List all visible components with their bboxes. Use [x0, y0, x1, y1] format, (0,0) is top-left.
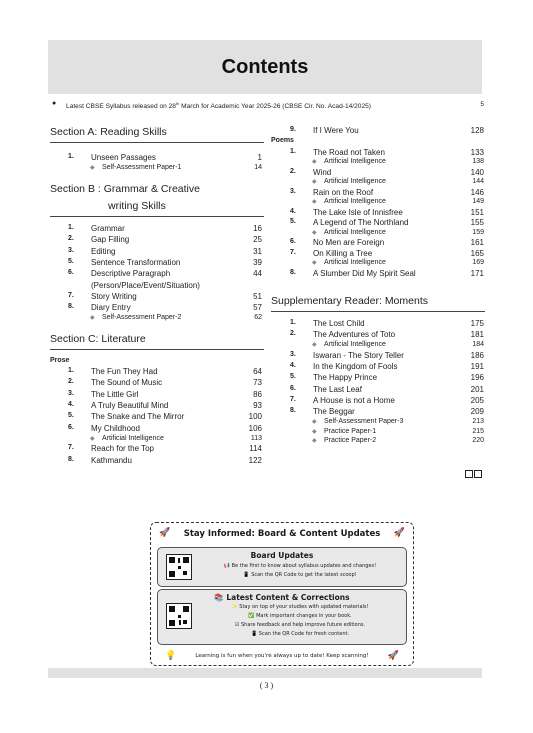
diamond-icon: ◆: [90, 315, 95, 322]
item-label: The Sound of Music: [91, 378, 163, 388]
item-page: 100: [248, 412, 262, 422]
rocket-icon: 🚀: [159, 527, 171, 537]
item-label: Artificial Intelligence: [324, 341, 386, 349]
rocket-icon: 🚀: [393, 527, 405, 537]
content-line-4: 📱 Scan the QR Code for fresh content.: [250, 631, 350, 637]
diamond-icon: ◆: [90, 435, 95, 442]
divider: [50, 349, 264, 350]
item-number: 6.: [290, 384, 296, 392]
toc-subitem[interactable]: [312, 418, 484, 427]
item-page: 184: [472, 341, 484, 349]
item-label: The Lost Child: [313, 319, 365, 328]
item-label: The Last Leaf: [313, 384, 362, 394]
item-page: 128: [470, 126, 484, 135]
toc-item[interactable]: [290, 126, 484, 136]
updates-box-title: Stay Informed: Board & Content Updates: [183, 529, 381, 539]
content-line-2: ✅ Mark important changes in your book.: [248, 613, 352, 619]
toc-item[interactable]: [68, 412, 262, 422]
toc-subitem[interactable]: [312, 158, 484, 167]
item-number: 1.: [290, 319, 296, 326]
item-page: 86: [253, 389, 262, 399]
diamond-icon: ◆: [312, 428, 317, 435]
item-page: 57: [253, 303, 262, 313]
item-page: 122: [248, 455, 262, 465]
toc-item[interactable]: [290, 396, 484, 406]
item-page: 201: [470, 384, 484, 394]
item-page: 209: [470, 406, 484, 416]
section-b-heading-line2: writing Skills: [108, 200, 166, 212]
item-number: 3.: [68, 389, 74, 397]
diamond-icon: ◆: [312, 438, 317, 445]
updates-footer: Learning is fun when you're always up to date! Keep scanning!: [195, 653, 369, 659]
item-label: Editing: [91, 246, 116, 256]
item-label: No Men are Foreign: [313, 238, 385, 248]
diamond-icon: ◆: [312, 159, 317, 166]
item-label: A Slumber Did My Spirit Seal: [313, 268, 416, 278]
toc-item[interactable]: [68, 378, 262, 388]
section-a-heading: Section A: Reading Skills: [50, 126, 167, 138]
item-number: 1.: [68, 224, 74, 231]
item-number: 5.: [68, 257, 74, 265]
item-page: 113: [250, 434, 262, 442]
item-number: 1.: [68, 367, 74, 374]
toc-subitem[interactable]: [312, 437, 484, 446]
item-label: Artificial Intelligence: [324, 198, 386, 206]
toc-item[interactable]: [290, 188, 484, 198]
toc-item[interactable]: [68, 235, 262, 245]
item-label: Story Writing: [91, 291, 137, 301]
item-label: The Happy Prince: [313, 373, 378, 383]
item-label: Wind: [313, 168, 332, 177]
item-number: 4.: [290, 208, 296, 215]
item-number: 6.: [68, 269, 74, 277]
item-page: 220: [472, 437, 484, 445]
notice-text: Latest CBSE Syllabus released on 28th March for Academic Year 2025-26 (CBSE Cir. No. Acad-14/2025): [66, 101, 371, 111]
board-line-1: 📢 Be the first to know about syllabus updates and changes!: [223, 563, 377, 569]
item-number: 5.: [290, 218, 296, 226]
item-page: 196: [470, 373, 484, 383]
diamond-icon: ◆: [312, 199, 317, 206]
item-label: Reach for the Top: [91, 444, 155, 454]
item-number: 3.: [68, 246, 74, 254]
item-page: 181: [470, 330, 484, 340]
page-title: Contents: [221, 56, 309, 78]
divider: [271, 311, 485, 312]
supplementary-heading: Supplementary Reader: Moments: [271, 295, 428, 307]
toc-item[interactable]: [68, 153, 262, 163]
item-page: 39: [253, 257, 262, 267]
item-page: 161: [470, 238, 484, 248]
item-page: 1: [257, 153, 262, 162]
toc-item[interactable]: [290, 385, 484, 395]
item-page: 93: [253, 400, 262, 410]
toc-item[interactable]: [290, 330, 484, 340]
item-page: 146: [470, 188, 484, 197]
item-number: 3.: [290, 350, 296, 358]
item-label: Diary Entry: [91, 303, 131, 313]
toc-item[interactable]: [290, 373, 484, 383]
item-label: Rain on the Roof: [313, 188, 374, 197]
item-number: 2.: [290, 330, 296, 338]
footer-band: [48, 668, 482, 678]
board-updates-heading: Board Updates: [250, 551, 314, 560]
item-label: Descriptive Paragraph: [91, 269, 171, 279]
prose-subheading: Prose: [50, 357, 70, 364]
item-page: 169: [472, 259, 484, 267]
item-number: 6.: [290, 238, 296, 246]
square-icon: [465, 470, 473, 478]
item-page: 165: [470, 248, 484, 258]
item-number: 9.: [290, 126, 296, 133]
item-page: 73: [253, 378, 262, 388]
item-page: 144: [472, 178, 484, 186]
toc-item[interactable]: [68, 424, 262, 434]
item-number: 1.: [290, 148, 296, 155]
toc-item[interactable]: [68, 247, 262, 257]
content-line-1: ✨ Stay on top of your studies with updated materials!: [231, 604, 369, 610]
toc-item[interactable]: [290, 208, 484, 218]
divider: [50, 216, 264, 217]
toc-item[interactable]: [68, 390, 262, 400]
toc-item[interactable]: [290, 249, 484, 259]
toc-subitem[interactable]: [90, 164, 262, 173]
item-label: The Lake Isle of Innisfree: [313, 208, 403, 217]
toc-item[interactable]: [68, 456, 262, 466]
content-updates-heading: 📚 Latest Content & Corrections: [214, 593, 350, 602]
item-number: 2.: [68, 235, 74, 243]
item-label: The Snake and The Mirror: [91, 412, 185, 422]
toc-subitem[interactable]: [312, 229, 484, 238]
toc-item[interactable]: [68, 281, 262, 291]
item-label: Gap Filling: [91, 235, 130, 245]
toc-subitem[interactable]: [312, 259, 484, 268]
diamond-icon: ◆: [312, 260, 317, 267]
item-page: 205: [470, 395, 484, 405]
item-page: 140: [470, 168, 484, 177]
section-c-heading: Section C: Literature: [50, 333, 146, 345]
item-label: Practice Paper-1: [324, 427, 377, 435]
toc-item[interactable]: [290, 238, 484, 248]
lightbulb-icon: 💡: [165, 650, 177, 660]
item-number: 7.: [290, 248, 296, 256]
item-label: A Legend of The Northland: [313, 218, 409, 228]
toc-item[interactable]: [68, 401, 262, 411]
notice-page: 5: [480, 101, 484, 108]
page-number: ( 3 ): [259, 681, 274, 690]
item-label: Self-Assessment Paper-3: [324, 418, 404, 426]
item-label: The Fun They Had: [91, 367, 158, 376]
diamond-icon: ◆: [312, 179, 317, 186]
item-label: In the Kingdom of Fools: [313, 362, 398, 372]
square-icon: [474, 470, 482, 478]
item-page: 215: [472, 427, 484, 435]
item-page: 14: [254, 164, 262, 172]
toc-subitem[interactable]: [312, 178, 484, 187]
toc-item[interactable]: [68, 303, 262, 313]
qr-code-icon[interactable]: [166, 554, 192, 580]
item-page: 186: [470, 350, 484, 360]
item-page: 51: [253, 291, 262, 301]
item-label: A House is not a Home: [313, 395, 395, 405]
section-b-heading: Section B : Grammar & Creative: [50, 183, 200, 195]
item-label: My Childhood: [91, 423, 140, 433]
item-number: 2.: [68, 378, 74, 386]
board-line-2: 📱 Scan the QR Code to get the latest scoop!: [243, 572, 357, 578]
item-number: 5.: [290, 373, 296, 381]
content-updates-panel: [157, 589, 407, 645]
toc-item[interactable]: [68, 444, 262, 454]
board-updates-panel: [157, 547, 407, 587]
toc-subitem[interactable]: [312, 428, 484, 437]
item-page: 138: [472, 158, 484, 166]
item-number: 4.: [68, 400, 74, 408]
item-page: 16: [253, 224, 262, 233]
item-label: A Truly Beautiful Mind: [91, 400, 169, 410]
item-label: (Person/Place/Event/Situation): [91, 280, 200, 290]
toc-item[interactable]: [290, 269, 484, 279]
toc-subitem[interactable]: [90, 314, 262, 323]
item-page: 62: [254, 314, 262, 322]
item-label: The Adventures of Toto: [313, 330, 396, 340]
item-label: The Beggar: [313, 406, 355, 416]
item-label: Artificial Intelligence: [324, 259, 386, 267]
diamond-icon: ◆: [312, 419, 317, 426]
item-page: 133: [470, 148, 484, 157]
item-label: On Killing a Tree: [313, 248, 373, 258]
item-label: If I Were You: [313, 126, 359, 135]
toc-item[interactable]: [290, 351, 484, 361]
item-label: Grammar: [91, 224, 125, 233]
toc-item[interactable]: [290, 168, 484, 178]
item-number: 2.: [290, 168, 296, 175]
diamond-icon: ◆: [312, 342, 317, 349]
item-label: Self-Assessment Paper-2: [102, 314, 182, 322]
header-band: [48, 40, 482, 94]
toc-subitem[interactable]: [312, 198, 484, 207]
item-label: The Road not Taken: [313, 148, 385, 157]
diamond-icon: ◆: [312, 229, 317, 236]
toc-item[interactable]: [68, 258, 262, 268]
toc-subitem[interactable]: [90, 435, 262, 444]
item-page: 106: [248, 423, 262, 433]
item-label: The Little Girl: [91, 389, 139, 399]
content-line-3: ☑ Share feedback and help improve future editions.: [234, 622, 366, 628]
item-label: Kathmandu: [91, 455, 132, 465]
diamond-icon: ◆: [90, 165, 95, 172]
poems-subheading: Poems: [271, 137, 294, 144]
item-number: 4.: [290, 362, 296, 370]
item-number: 8.: [68, 303, 74, 311]
item-number: 3.: [290, 188, 296, 195]
item-page: 175: [470, 319, 484, 328]
item-number: 8.: [68, 455, 74, 463]
item-number: 7.: [68, 444, 74, 452]
syllabus-notice[interactable]: [52, 100, 484, 112]
item-number: 7.: [290, 395, 296, 403]
item-page: 64: [253, 367, 262, 376]
item-label: Self-Assessment Paper-1: [102, 164, 182, 172]
item-number: 6.: [68, 423, 74, 431]
toc-item[interactable]: [68, 367, 262, 377]
item-number: 8.: [290, 268, 296, 276]
updates-box: [150, 522, 414, 666]
toc-item[interactable]: [290, 218, 484, 228]
item-page: 31: [253, 246, 262, 256]
item-label: Iswaran - The Story Teller: [313, 350, 404, 360]
item-page: 151: [470, 208, 484, 217]
item-number: 8.: [290, 406, 296, 414]
item-page: 159: [472, 228, 484, 236]
item-label: Artificial Intelligence: [324, 158, 386, 166]
item-page: 114: [249, 444, 262, 454]
item-label: Artificial Intelligence: [324, 228, 386, 236]
item-page: 25: [253, 235, 262, 245]
qr-code-icon[interactable]: [166, 603, 192, 629]
item-label: Sentence Transformation: [91, 257, 181, 267]
item-page: 155: [470, 218, 484, 228]
divider: [50, 142, 264, 143]
item-label: Unseen Passages: [91, 153, 156, 162]
item-number: 5.: [68, 412, 74, 420]
toc-subitem[interactable]: [312, 341, 484, 350]
toc-item[interactable]: [290, 407, 484, 417]
toc-item[interactable]: [68, 224, 262, 234]
item-number: 7.: [68, 291, 74, 299]
item-page: 171: [470, 268, 484, 278]
item-page: 44: [253, 269, 262, 279]
item-label: Artificial Intelligence: [324, 178, 386, 186]
toc-item[interactable]: [290, 362, 484, 372]
toc-item[interactable]: [290, 148, 484, 158]
rocket-icon: 🚀: [387, 650, 399, 660]
toc-item[interactable]: [68, 292, 262, 302]
item-page: 213: [472, 418, 484, 426]
item-number: 1.: [68, 153, 74, 160]
item-label: Practice Paper-2: [324, 437, 377, 445]
toc-item[interactable]: [68, 269, 262, 279]
item-page: 149: [472, 198, 484, 206]
black-circle-icon: ●: [52, 100, 57, 107]
item-page: 191: [470, 362, 484, 372]
toc-item[interactable]: [290, 319, 484, 329]
item-label: Artificial Intelligence: [102, 434, 164, 442]
